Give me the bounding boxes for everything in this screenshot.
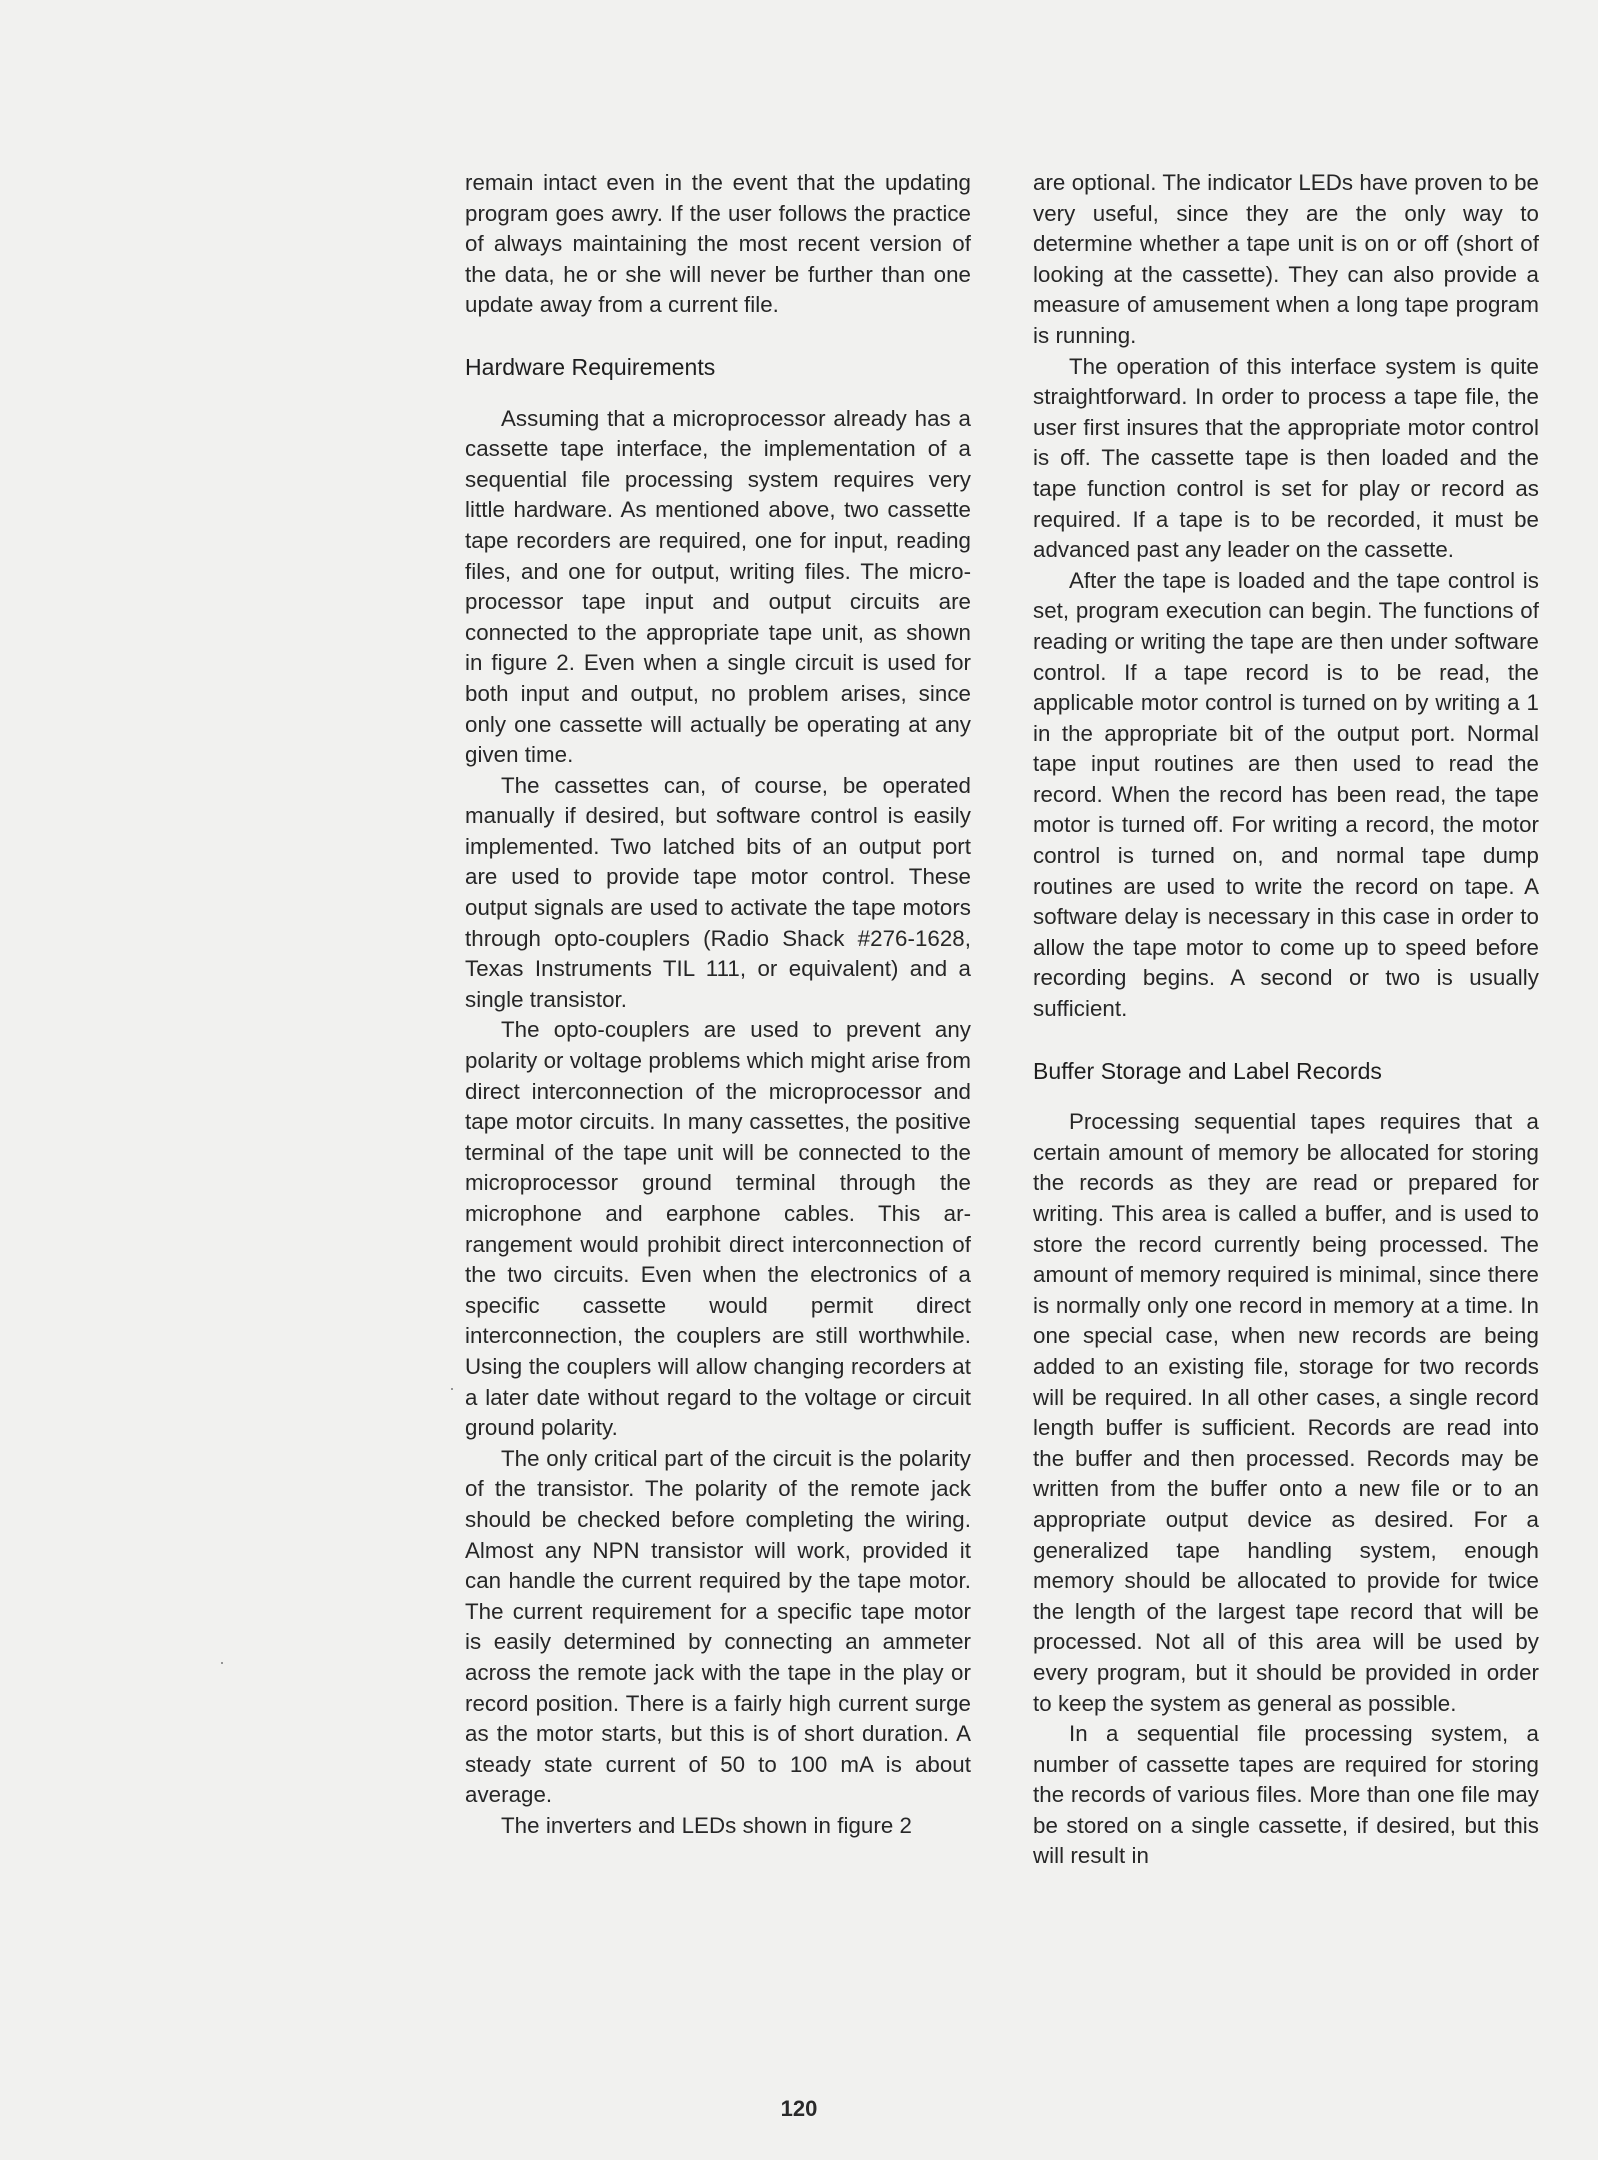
page-number: 120 — [780, 2096, 818, 2121]
left-column — [465, 168, 971, 1841]
paragraph: The inverters and LEDs shown in figure 2 — [501, 1812, 912, 1838]
paragraph: In a sequential file processing system, a number of cassette tapes are required for storing the records of various files. More than one file may be stored on a single cassette, if desired, but this will result in — [1033, 1721, 1539, 1869]
right-column — [1033, 168, 1539, 1872]
paragraph: The cassettes can, of course, be operated manually if desired, but software control is easily implemented. Two latched bits of an output port are used to provide tape motor control. These output signals are used to activate the tape motors through opto-couplers (Radio Shack #276-1628, Texas Instruments TIL 111, or equivalent) and a single transistor. — [465, 772, 971, 1012]
scan-speck — [221, 1662, 223, 1664]
section-heading-hardware-requirements: Hardware Requirements — [465, 353, 716, 380]
section-heading-buffer-storage: Buffer Storage and Label Records — [1033, 1057, 1382, 1084]
scan-speck — [451, 1388, 453, 1390]
paragraph: The opto-couplers are used to prevent any polarity or voltage problems which might arise from direct interconnection of the microprocessor and tape motor circuits. In many cassettes, the positive terminal of the tape unit will be connected to the microprocessor ground terminal through the microphone and earphone cables. This arrangement would prohibit direct interconnection of the two circuits. Even when the electronics of a specific cassette would permit direct interconnection, the couplers are still worthwhile. Using the couplers will allow changing recorders at a later date without regard to the voltage or circuit ground polarity. — [465, 1017, 971, 1441]
paragraph: The operation of this interface system is quite straightforward. In order to process a tape file, the user first insures that the appropriate motor control is off. The cassette tape is then loaded and the tape function control is set for play or record as required. If a tape is to be recorded, it must be advanced past any leader on the cassette. — [1033, 353, 1539, 563]
paragraph: are optional. The indicator LEDs have proven to be very useful, since they are the only way to determine whether a tape unit is on or off (short of looking at the cassette). They can also provide a measure of amusement when a long tape program is running. — [1033, 170, 1539, 348]
paragraph: remain intact even in the event that the updating program goes awry. If the user follows the practice of always maintaining the most recent version of the data, he or she will never be further than one update away from a current file. — [465, 170, 971, 318]
paragraph: Processing sequential tapes requires that a certain amount of memory be allocated for storing the records as they are read or prepared for writing. This area is called a buffer, and is used to store the record currently being processed. The amount of memory required is minimal, since there is normally only one record in memory at a time. In one special case, when new records are being added to an existing file, storage for two records will be required. In all other cases, a single record length buffer is sufficient. Records are read into the buffer and then processed. Records may be written from the buffer onto a new file or to an appropriate output device as desired. For a generalized tape handling system, enough memory should be allocated to provide for twice the length of the largest tape record that will be processed. Not all of this area will be used by every program, but it should be provided in order to keep the system as general as possible. — [1033, 1109, 1539, 1716]
paragraph: After the tape is loaded and the tape control is set, program execution can begin. The functions of reading or writing the tape are then under software control. If a tape record is to be read, the applicable motor control is turned on by writing a 1 in the appropriate bit of the output port. Normal tape input routines are then used to read the record. When the record has been read, the tape motor is turned off. For writing a record, the motor control is turned on, and normal tape dump routines are used to write the record on tape. A software delay is necessary in this case in order to allow the tape motor to come up to speed before recording begins. A second or two is usually sufficient. — [1033, 567, 1539, 1022]
paragraph: Assuming that a microprocessor already has a cassette tape interface, the implementation of a sequential file processing system requires very little hardware. As mentioned above, two cassette tape recorders are required, one for input, reading files, and one for output, writing files. The microprocessor tape input and output circuits are connected to the appropriate tape unit, as shown in figure 2. Even when a single circuit is used for both input and output, no problem arises, since only one cassette will actually be operating at any given time. — [465, 405, 971, 768]
paragraph: The only critical part of the circuit is the polarity of the transistor. The polarity of the remote jack should be checked before completing the wiring. Almost any NPN transistor will work, provided it can handle the current required by the tape motor. The current requirement for a specific tape motor is easily determined by connecting an ammeter across the remote jack with the tape in the play or record position. There is a fairly high current surge as the motor starts, but this is of short duration. A steady state current of 50 to 100 mA is about average. — [465, 1445, 971, 1808]
